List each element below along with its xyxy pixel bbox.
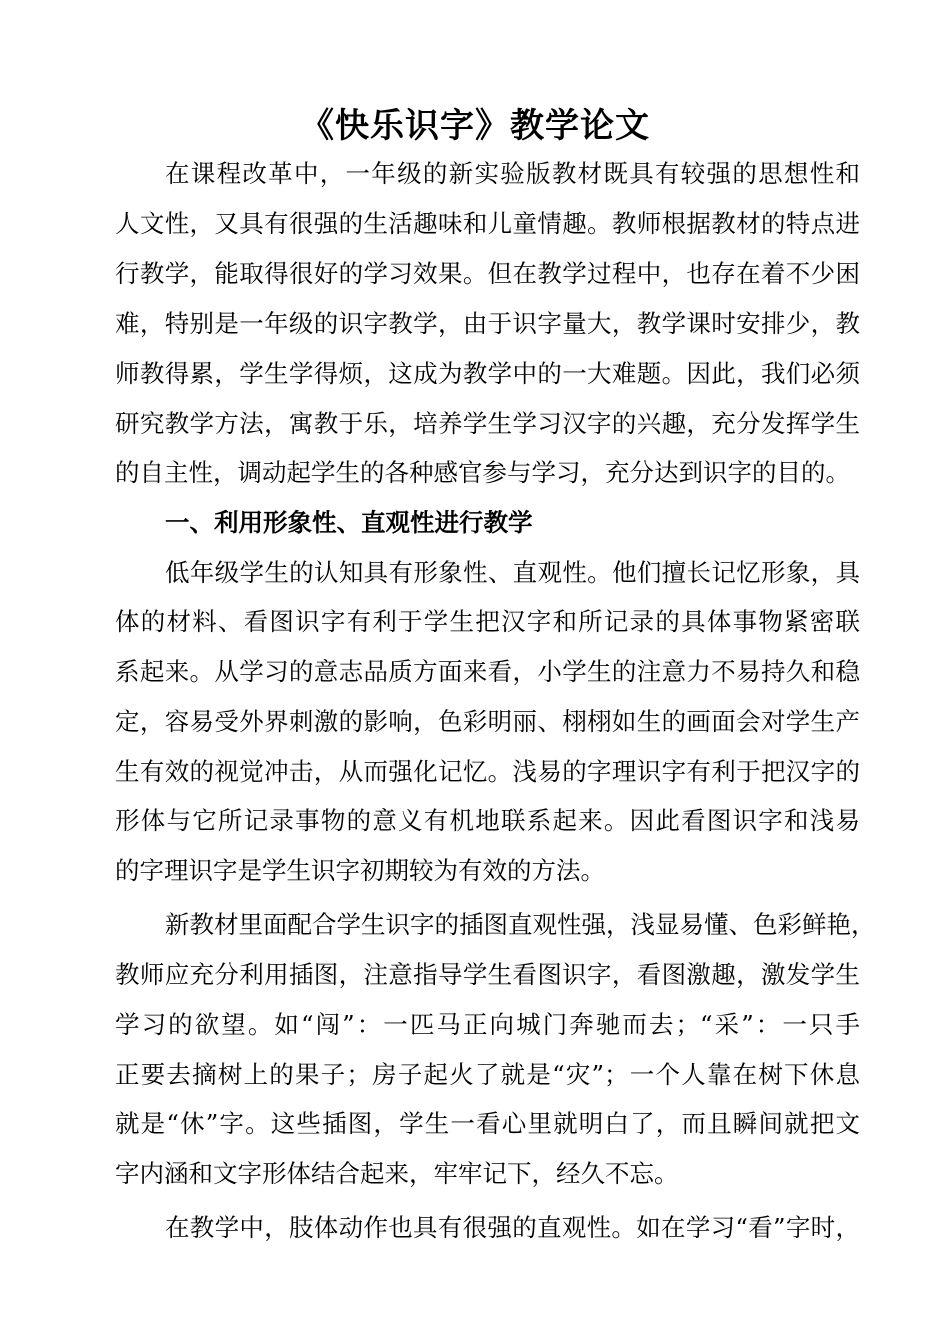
paragraph-line: 师教得累，学生学得烦，这成为教学中的一大难题。因此，我们必须 <box>115 359 860 388</box>
paragraph-line: 人文性，又具有很强的生活趣味和儿童情趣。教师根据教材的特点进 <box>115 209 860 238</box>
paragraph-line: 系起来。从学习的意志品质方面来看，小学生的注意力不易持久和稳 <box>115 657 860 686</box>
paragraph-line: 学习的欲望。如“闯”：一匹马正向城门奔驰而去；“采”：一只手 <box>115 1010 860 1039</box>
paragraph-line: 正要去摘树上的果子；房子起火了就是“灾”；一个人靠在树下休息 <box>115 1060 860 1089</box>
paragraph-line: 形体与它所记录事物的意义有机地联系起来。因此看图识字和浅易 <box>115 806 860 835</box>
paragraph-line: 的自主性，调动起学生的各种感官参与学习，充分达到识字的目的。 <box>115 458 850 487</box>
paragraph-line: 新教材里面配合学生识字的插图直观性强，浅显易懂、色彩鲜艳， <box>165 910 876 939</box>
paragraph-line: 研究教学方法，寓教于乐，培养学生学习汉字的兴趣，充分发挥学生 <box>115 409 860 438</box>
paragraph-line: 生有效的视觉冲击，从而强化记忆。浅易的字理识字有利于把汉字的 <box>115 757 860 786</box>
paragraph-line: 在课程改革中，一年级的新实验版教材既具有较强的思想性和 <box>165 159 860 188</box>
paragraph-line: 低年级学生的认知具有形象性、直观性。他们擅长记忆形象，具 <box>165 558 860 587</box>
paragraph-line: 在教学中，肢体动作也具有很强的直观性。如在学习“看”字时， <box>165 1213 860 1242</box>
paragraph-line: 行教学，能取得很好的学习效果。但在教学过程中，也存在着不少困 <box>115 259 860 288</box>
document-title: 《快乐识字》教学论文 <box>300 106 650 146</box>
paragraph-line: 就是“休”字。这些插图，学生一看心里就明白了，而且瞬间就把文 <box>115 1109 860 1138</box>
paragraph-line: 定，容易受外界刺激的影响，色彩明丽、栩栩如生的画面会对学生产 <box>115 707 860 736</box>
paragraph-line: 教师应充分利用插图，注意指导学生看图识字，看图激趣，激发学生 <box>115 960 860 989</box>
paragraph-line: 体的材料、看图识字有利于学生把汉字和所记录的具体事物紧密联 <box>115 607 860 636</box>
paragraph-line: 字内涵和文字形体结合起来，牢牢记下，经久不忘。 <box>115 1159 679 1188</box>
paragraph-line: 难，特别是一年级的识字教学，由于识字量大，教学课时安排少，教 <box>115 309 860 338</box>
paragraph-line: 的字理识字是学生识字初期较为有效的方法。 <box>115 856 605 885</box>
section-heading: 一、利用形象性、直观性进行教学 <box>165 508 533 537</box>
